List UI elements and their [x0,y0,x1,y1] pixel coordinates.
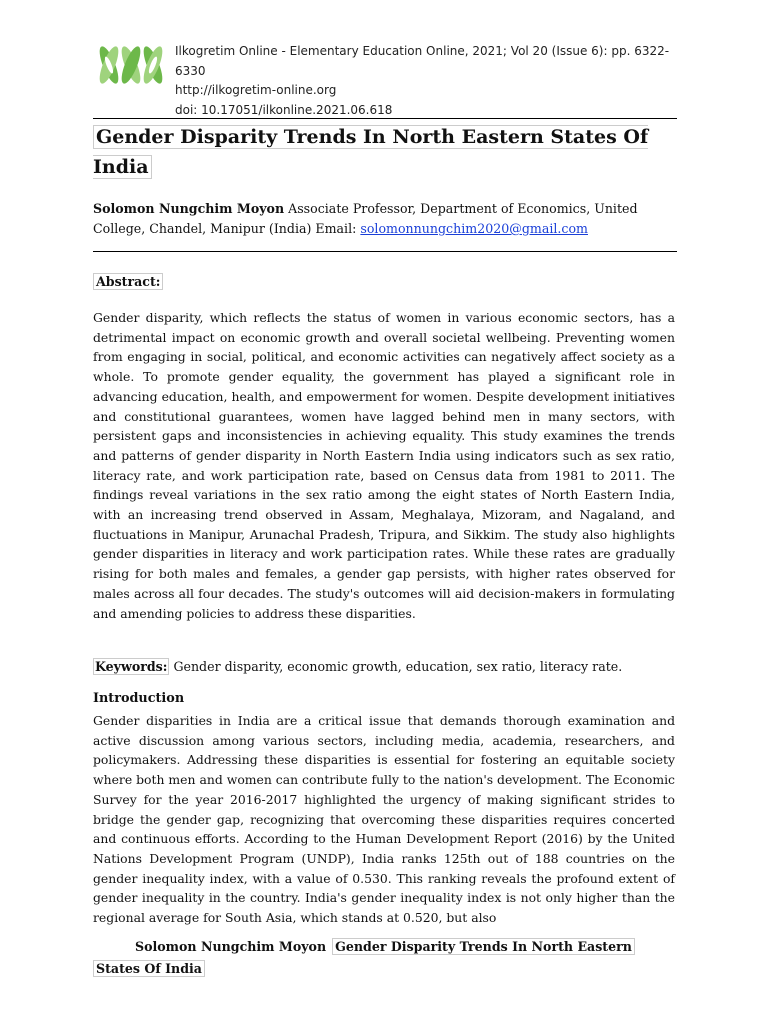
author-block [93,199,677,239]
journal-header [95,40,680,117]
footer-title: Gender Disparity Trends In North Eastern [332,938,635,955]
abstract-text: Gender disparity, which reflects the status of women in various economic sectors, has a detrimental impact on economic growth and overall societal wellbeing. Preventing women from engaging in social, political, and economic activities can negatively affect society as a whole. To promote gender equality, the government has played a significant role in advancing education, health, and empowerment for women. Despite development initiatives and constitutional guarantees, women have lagged behind men in many sectors, with persistent gaps and inconsistencies in achieving equality. This study examines the trends and patterns of gender disparity in North Eastern India using indicators such as sex ratio, literacy rate, and work participation rate, based on Census data from 1981 to 2011. The findings reveal variations in the sex ratio among the eight states of North Eastern India, with an increasing trend observed in Assam, Meghalaya, Mizoram, and Nagaland, and fluctuations in Manipur, Arunachal Pradesh, Tripura, and Sikkim. The study also highlights gender disparities in literacy and work participation rates. While these rates are gradually rising for both males and females, a gender gap persists, with higher rates observed for males across all four decades. The study's outcomes will aid decision-makers in formulating and amending policies to address these disparities. [93,310,675,621]
introduction-heading: Introduction [93,691,185,706]
paper-title: Gender Disparity Trends In North Eastern States Of India [93,126,649,178]
journal-url[interactable]: http://ilkogretim-online.org [175,83,337,97]
author-name: Solomon Nungchim Moyon [93,201,285,216]
keywords-line [93,657,622,677]
footer-title-continued: States Of India [93,960,205,977]
footer-author: Solomon Nungchim Moyon [135,939,327,954]
author-affiliation: Associate Professor, Department of Economics, United College, Chandel, Manipur (India) Email: [93,201,638,236]
author-divider [93,251,677,252]
journal-citation: Ilkogretim Online - Elementary Education Online, 2021; Vol 20 (Issue 6): pp. 6322-6330 [175,44,670,78]
abstract-heading: Abstract: [93,273,163,290]
top-divider [93,118,677,119]
author-email-link[interactable]: solomonnungchim2020@gmail.com [360,221,588,236]
article-doi: doi: 10.17051/ilkonline.2021.06.618 [175,102,393,117]
keywords-label: Keywords: [95,659,168,674]
journal-logo-icon [95,40,167,90]
keywords-text: Gender disparity, economic growth, education, sex ratio, literacy rate. [173,659,623,674]
introduction-text: Gender disparities in India are a critical issue that demands thorough examination and active discussion among various sectors, including media, academia, researchers, and policymakers. Addressing these disparities is essential for fostering an equitable society where both men and women can contribute fully to the nation's development. The Economic Survey for the year 2016-2017 highlighted the urgency of making significant strides to bridge the gender gap, recognizing that overcoming these disparities requires concerted and continuous efforts. According to the Human Development Report (2016) by the United Nations Development Program (UNDP), India ranks 125th out of 188 countries on the gender inequality index, with a value of 0.530. This ranking reveals the profound extent of gender inequality in the country. India's gender inequality index is not only higher than the regional average for South Asia, which stands at 0.520, but also [93,713,675,926]
running-footer [135,939,635,954]
